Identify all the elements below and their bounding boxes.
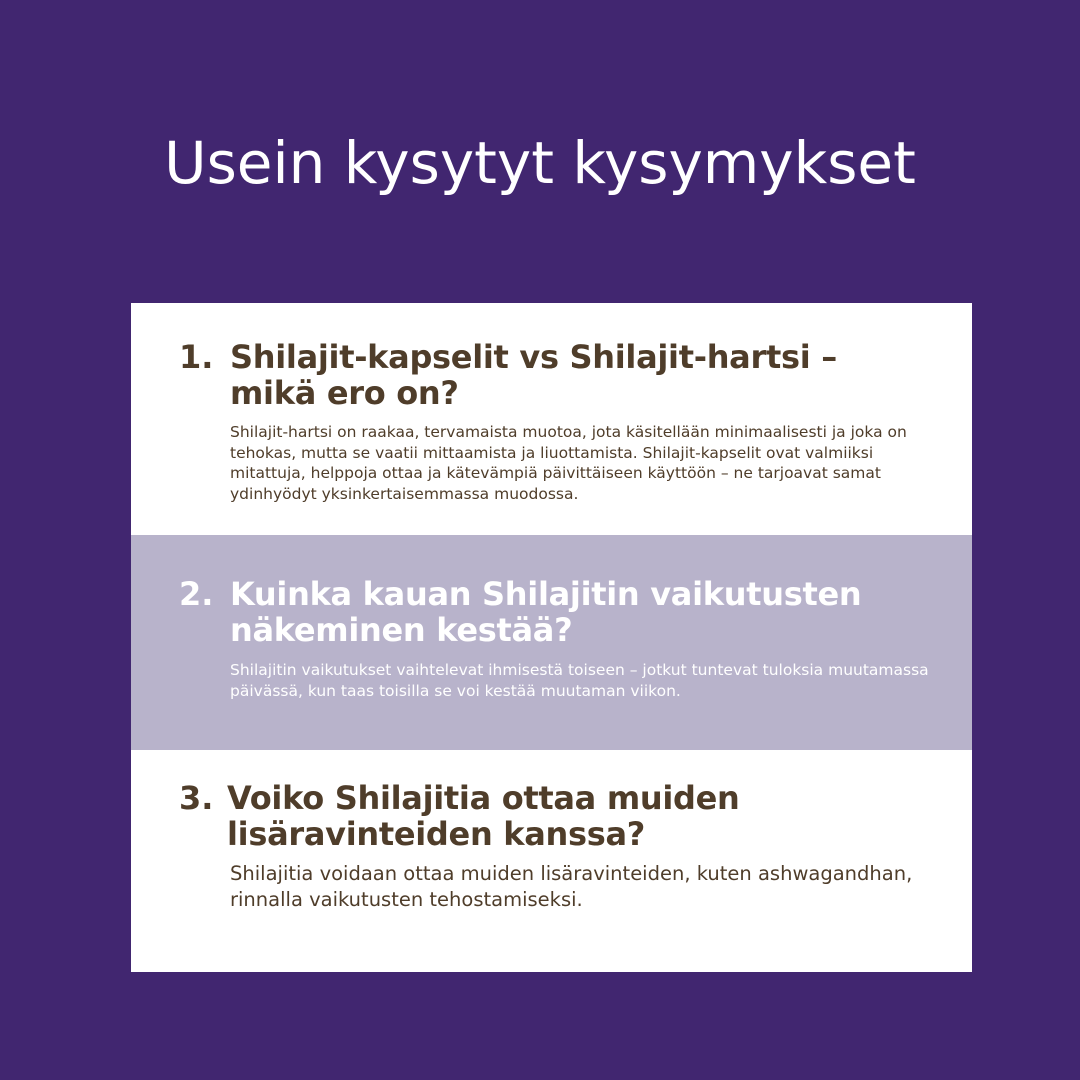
faq-question: Voiko Shilajitia ottaa muiden lisäravinteiden kanssa?: [227, 779, 740, 853]
faq-answer: Shilajitia voidaan ottaa muiden lisäravinteiden, kuten ashwagandhan, rinnalla vaikutusten tehostamiseksi.: [230, 862, 913, 911]
faq-answer: Shilajitin vaikutukset vaihtelevat ihmisestä toiseen – jotkut tuntevat tuloksia muutamassa päivässä, kun taas toisilla se voi kestää muutaman viikon.: [230, 661, 929, 700]
faq-number: 3.: [179, 779, 214, 817]
faq-list: [131, 303, 972, 972]
faq-number: 1.: [179, 338, 214, 376]
faq-answer: Shilajit-hartsi on raakaa, tervamaista muotoa, jota käsitellään minimaalisesti ja joka on tehokas, mutta se vaatii mittaamista ja liuottamista. Shilajit-kapselit ovat valmiiksi mitattuja, helppoja ottaa ja kätevämpiä päivittäiseen käyttöön – ne tarjoavat samat ydinhyödyt yksinkertaisemmassa muodossa.: [230, 423, 907, 503]
faq-number: 2.: [179, 575, 214, 613]
page-title: Usein kysytyt kysymykset: [164, 129, 916, 197]
faq-item-2[interactable]: [131, 535, 972, 750]
faq-question: Kuinka kauan Shilajitin vaikutusten näkeminen kestää?: [230, 575, 862, 649]
faq-item-3[interactable]: [131, 750, 972, 972]
faq-question: Shilajit-kapselit vs Shilajit-hartsi – mikä ero on?: [230, 338, 837, 412]
faq-item-1[interactable]: [131, 303, 972, 535]
